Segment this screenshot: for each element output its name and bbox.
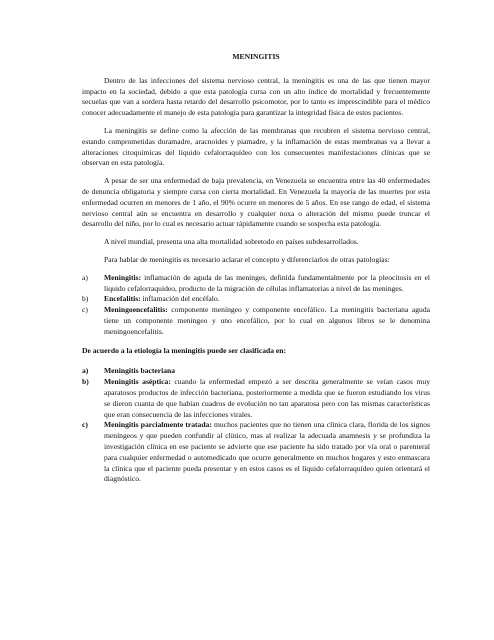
classification-list xyxy=(82,366,430,485)
list-marker: c) xyxy=(82,420,88,430)
list-term: Meningitis aséptica: xyxy=(104,377,171,387)
classification-heading: De acuerdo a la etiología la meningitis puede ser clasificada en: xyxy=(82,345,287,355)
list-marker: a) xyxy=(82,366,89,376)
list-marker: c) xyxy=(82,305,88,315)
list-text: muchos pacientes que no tienen una clínica clara, florida de los signos meníngeos y que pueden confundir al clínico, mas al realizar la adecuada anamnesis y se profundiza la investigación clínica en ese paciente se advierte que ese paciente ha sido tratado por vía oral o parenteral para cualquier enfermedad o automedicado que ocurre generalmente en muchos hogares y esto enmascara la clínica que el paciente pueda presentar y en estos casos es el líquido cefalorraquídeo quien orientará el diagnóstico. xyxy=(104,420,430,484)
list-term: Meningitis parcialmente tratada: xyxy=(104,420,212,430)
list-marker: a) xyxy=(82,272,88,282)
list-term: Meningitis: xyxy=(104,272,142,282)
paragraph-venezuela: A pesar de ser una enfermedad de baja prevalencia, en Venezuela se encuentra entre las 40 enfermedades de denuncia obligatoria y siempre cursa con cierta mortalidad. En Venezuela la mayoría de las muertes por esta enfermedad ocurren en menores de 1 año, el 90% ocurre en menores de 5 años. En ese rango de edad, el sistema nervioso central aún se encuentra en desarrollo y cualquier noxa o alteración del mismo puede truncar el desarrollo del niño, por lo cual es necesario actuar rápidamente cuando se sospecha esta patología. xyxy=(82,176,430,229)
list-item xyxy=(82,420,430,485)
paragraph-intro: Dentro de las infecciones del sistema nervioso central, la meningitis es una de las que tienen mayor impacto en la sociedad, debido a que esta patología cursa con un alto índice de mortalidad y frecuentemente secuelas que van a sordera hasta retardo del desarrollo psicomotor, por lo tanto es imprescindible para el médico conocer adecuadamente el manejo de esta patología para garantizar la integridad física de estos pacientes. xyxy=(82,75,430,118)
paragraph-definition: La meningitis se define como la afección de las membranas que recubren el sistema nervioso central, estando comprometidas duramadre, aracnoides y piamadre, y la inflamación de estas membranas va a llevar a alteraciones citoquímicas del líquido cefalorraquídeo con los consecuentes manifestaciones clínicas que se observan en esta patología. xyxy=(82,125,430,168)
list-item xyxy=(82,366,430,377)
definitions-list xyxy=(82,273,430,338)
list-marker: b) xyxy=(82,294,89,304)
document-title: MENINGITIS xyxy=(232,52,280,61)
list-marker: b) xyxy=(82,377,89,387)
list-text: componente meníngeo y componente encefálico. La meningitis bacteriana aguda tiene un componente meníngeo y uno encefálico, por lo cual en algunos libros se le denomina meningoencefalitis. xyxy=(104,305,430,336)
list-text: inflamación de aguda de las meninges, definida fundamentalmente por la pleocitosis en el líquido cefalorraquídeo, producto de la migración de células inflamatorias a nivel de las meninges. xyxy=(104,272,430,293)
list-text: inflamación del encéfalo. xyxy=(140,294,220,304)
list-item xyxy=(82,294,430,305)
paragraph-worldwide: A nivel mundial, presenta una alta mortalidad sobretodo en países subdesarrollados. xyxy=(104,237,359,247)
list-item xyxy=(82,377,430,420)
paragraph-concepts: Para hablar de meningitis es necesario aclarar el concepto y diferenciarlos de otras patologías: xyxy=(104,254,390,264)
list-term: Meningitis bacteriana xyxy=(104,366,176,376)
list-item xyxy=(82,305,430,337)
list-item xyxy=(82,273,430,295)
list-text: cuando la enfermedad empezó a ser descrita generalmente se veían casos muy aparatosos productos de infección bacteriana, posteriormente a medida que se fueron estudiando los virus se dieron cuanta de que habían cuadros de evolución no tan aparatosa pero con las mismas características que eran consecuencia de las infecciones virales. xyxy=(104,377,430,419)
document-body xyxy=(82,52,430,485)
list-term: Encefalitis: xyxy=(104,294,141,304)
list-term: Meningoencefalitis: xyxy=(104,305,168,315)
